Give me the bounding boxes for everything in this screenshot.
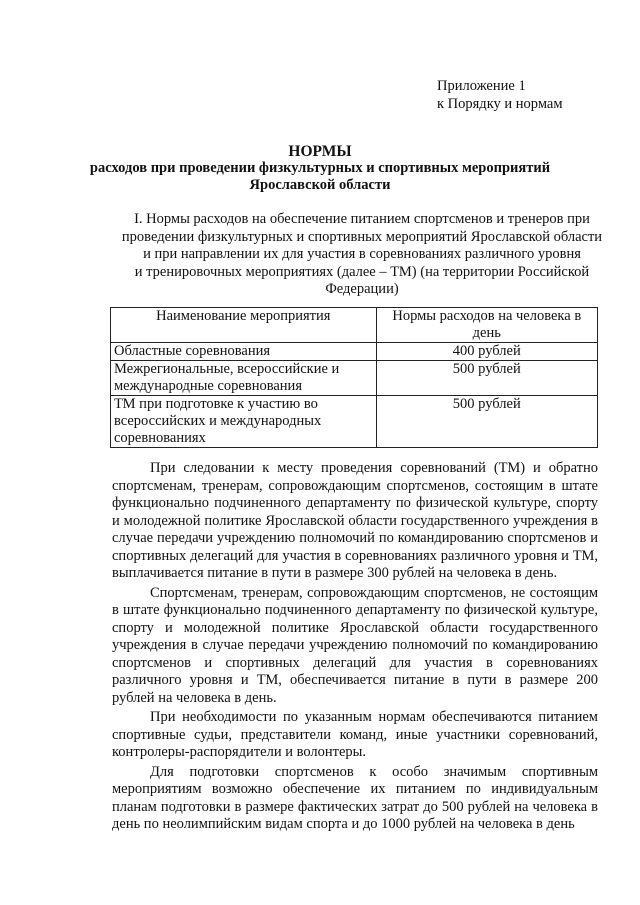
table-row [111, 361, 598, 396]
appendix-line-1: Приложение 1 [437, 78, 526, 94]
body-text [112, 460, 598, 836]
paragraph-3: При необходимости по указанным нормам обеспечиваются питанием спортивные судьи, представители команд, иные участники соревнований, контролеры-распорядители и волонтеры. [112, 709, 598, 760]
appendix-note [437, 77, 563, 113]
table-row [111, 343, 598, 361]
paragraph-1: При следовании к месту проведения соревнований (ТМ) и обратно спортсменам, тренерам, сопровождающим спортсменов, состоящим в штате функционально подчиненного департаменту по физической культуре, спорту и молодежной политике Ярославской области государственного учреждения в случае передачи учреждению полномочий по командированию спортсменов и спортивных делегаций для участия в соревнованиях различного уровня и ТМ, выплачивается питание в пути в размере 300 рублей на человека в день. [112, 460, 598, 581]
header-event-name: Наименование мероприятия [111, 308, 377, 343]
event-name-cell: ТМ при подготовке к участию во всероссийских и международных соревнованиях [111, 396, 377, 448]
norms-table [110, 307, 598, 448]
norm-cell: 400 рублей [376, 343, 597, 361]
document-title [0, 143, 640, 194]
title-line-3: Ярославской области [249, 177, 391, 193]
section-heading [112, 211, 612, 299]
table-row [111, 396, 598, 448]
paragraph-4: Для подготовки спортсменов к особо значимым спортивным мероприятиям возможно обеспечение их питанием по индивидуальным планам подготовки в размере фактических затрат до 500 рублей на человека в день по неолимпийским видам спорта и до 1000 рублей на человека в день [112, 763, 598, 832]
table-header-row [111, 308, 598, 343]
appendix-line-2: к Порядку и нормам [437, 96, 563, 112]
title-line-2: расходов при проведении физкультурных и спортивных мероприятий [89, 160, 551, 176]
section-line-3: и при направлении их для участия в соревнованиях различного уровня [143, 246, 581, 262]
norm-cell: 500 рублей [376, 396, 597, 448]
norm-cell: 500 рублей [376, 361, 597, 396]
header-norm: Нормы расходов на человека в день [376, 308, 597, 343]
paragraph-2: Спортсменам, тренерам, сопровождающим спортсменов, не состоящим в штате функционально подчиненного департаменту по физической культуре, спорту и молодежной политике Ярославской области государственного учреждения в случае передачи учреждению полномочий по командированию спортсменов и спортивных делегаций для участия в соревнованиях различного уровня и ТМ, обеспечивается питание в пути в размере 200 рублей на человека в день. [112, 584, 598, 706]
section-line-4: и тренировочных мероприятиях (далее – ТМ) (на территории Российской [134, 263, 590, 280]
section-line-2: проведении физкультурных и спортивных мероприятий Ярославской области [121, 228, 603, 245]
title-line-1: НОРМЫ [288, 143, 352, 160]
section-line-5: Федерации) [325, 281, 399, 297]
section-line-1: I. Нормы расходов на обеспечение питанием спортсменов и тренеров при [134, 211, 590, 227]
event-name-cell: Межрегиональные, всероссийские и международные соревнования [111, 361, 377, 396]
event-name-cell: Областные соревнования [111, 343, 377, 361]
